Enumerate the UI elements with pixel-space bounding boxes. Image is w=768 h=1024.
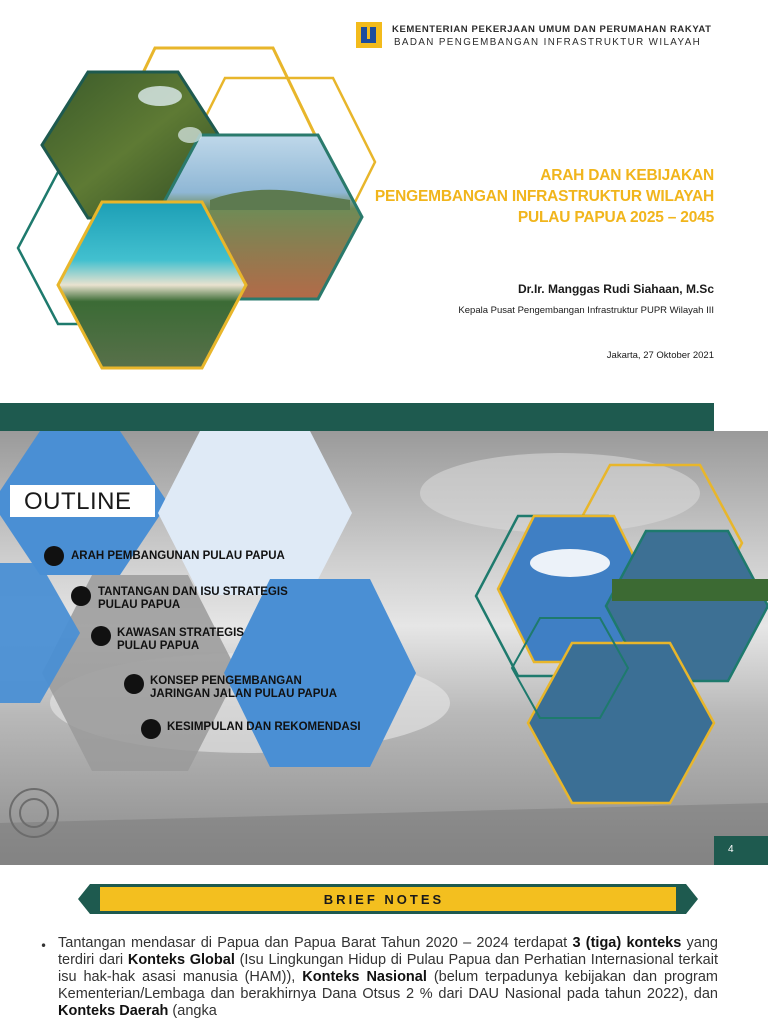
outline-item (167, 721, 361, 734)
pupr-logo-icon (356, 22, 382, 48)
bold-run: Konteks Daerah (58, 1003, 169, 1019)
outline-item-label: KESIMPULAN DAN REKOMENDASI (167, 721, 361, 733)
bold-run: Konteks Nasional (302, 969, 427, 985)
outline-item (98, 586, 288, 612)
text-run: (belum terpadunya kebijakan dan program Kementerian/Lembaga dan berakhirnya Dana Otsus 2 % dari DAU Nasional pada tahun 2022), dan (58, 969, 718, 1002)
text-run: (angka (168, 1003, 217, 1019)
bullet-dot (71, 586, 91, 606)
agency-name: BADAN PENGEMBANGAN INFRASTRUKTUR WILAYAH (394, 37, 702, 48)
light-blue-hexagon (158, 431, 352, 595)
outline-item-label: KAWASAN STRATEGIS (117, 627, 244, 639)
outline-item (71, 550, 285, 563)
title-line: PULAU PAPUA 2025 – 2045 (517, 209, 714, 226)
ground-shape (0, 803, 768, 865)
page-number: 4 (728, 844, 734, 855)
bullet-dot (91, 626, 111, 646)
outline-item-label: ARAH PEMBANGUNAN PULAU PAPUA (71, 550, 285, 562)
title-line: PENGEMBANGAN INFRASTRUKTUR WILAYAH (374, 188, 714, 205)
page-number-tab (714, 836, 768, 865)
ministry-name: KEMENTERIAN PEKERJAAN UMUM DAN PERUMAHAN RAKYAT (392, 24, 712, 35)
outline-hexagons (0, 403, 768, 865)
surf-foam (138, 86, 182, 106)
bullet-icon: • (40, 939, 48, 953)
outline-item-label: PULAU PAPUA (98, 599, 181, 611)
cloud-shape (530, 549, 610, 577)
outline-item (150, 675, 337, 701)
treeline (612, 579, 768, 601)
author-position: Kepala Pusat Pengembangan Infrastruktur PUPR Wilayah III (458, 305, 714, 316)
cover-slide (0, 0, 768, 403)
brief-notes-slide (0, 865, 768, 1024)
text-run: yang terdiri dari (58, 935, 718, 968)
outline-item-label: TANTANGAN DAN ISU STRATEGIS (98, 586, 288, 598)
author-name: Dr.Ir. Manggas Rudi Siahaan, M.Sc (517, 282, 714, 296)
hexagon-photo-collage (0, 0, 400, 403)
outline-heading-box (10, 485, 155, 517)
bold-run: 3 (tiga) konteks (572, 935, 682, 951)
surf-foam (178, 127, 202, 143)
place-date: Jakarta, 27 Oktober 2021 (606, 350, 714, 361)
outline-item-label: PULAU PAPUA (117, 640, 200, 652)
outline-slide (0, 403, 768, 865)
outline-item (117, 627, 244, 653)
brief-notes-paragraph (58, 935, 718, 1020)
text-run: (Isu Lingkungan Hidup di Pulau Papua dan Perhatian Internasional terkait isu hak-hak asasi manusia (HAM)), (58, 952, 718, 985)
outline-heading: OUTLINE (24, 488, 132, 515)
bold-run: Konteks Global (127, 952, 235, 968)
outline-item-label: KONSEP PENGEMBANGAN (150, 675, 302, 687)
text-run: Tantangan mendasar di Papua dan Papua Barat Tahun 2020 – 2024 terdapat (58, 935, 573, 951)
title-line: ARAH DAN KEBIJAKAN (540, 167, 714, 184)
brief-notes-title: BRIEF NOTES (323, 892, 445, 907)
presentation-title (375, 165, 714, 228)
bullet-dot (141, 719, 161, 739)
outline-item-label: JARINGAN JALAN PULAU PAPUA (150, 688, 337, 700)
bullet-dot (124, 674, 144, 694)
bullet-dot (44, 546, 64, 566)
